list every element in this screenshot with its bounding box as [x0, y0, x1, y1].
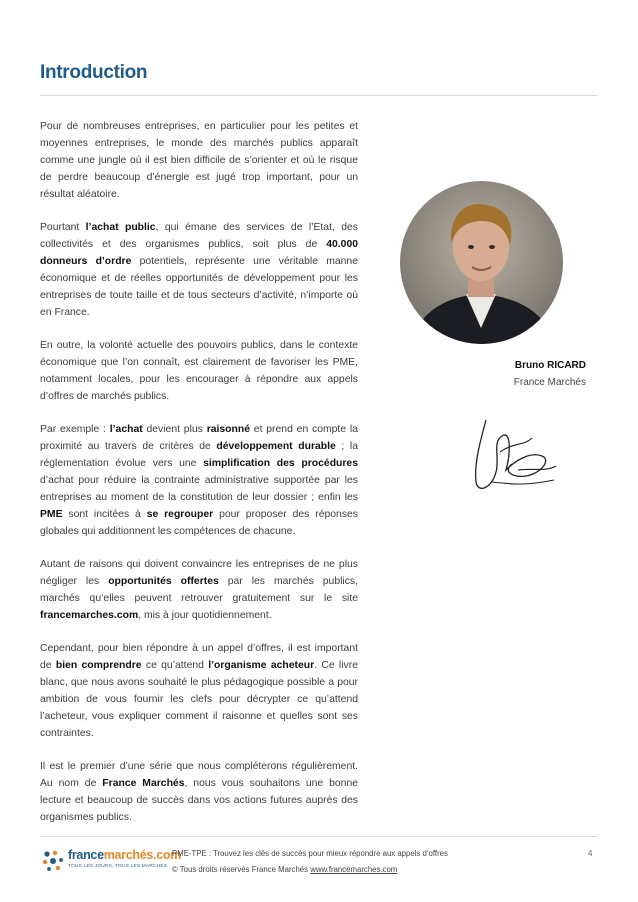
text-run: . Ce livre blanc, que nous avons souhaité le plus pédagogique possible a pour ambition de vous fournir les clefs pour décrypter ce qu’attend l’acheteur, vous expliquer comment il raisonne et quelles sont ses contraintes. — [40, 660, 358, 739]
logo-part-1: france — [68, 848, 104, 862]
text-run: , nous vous souhaitons une bonne lecture et beaucoup de succès dans vos actions futures auprès des organismes publics. — [40, 778, 359, 823]
bold-run: raisonné — [206, 424, 250, 435]
text-run: Pourtant — [40, 222, 86, 233]
author-name: Bruno RICARD — [514, 360, 586, 371]
page-title: Introduction — [40, 62, 148, 83]
text-run: Cependant, pour bien répondre à un appel d’offres, il est important de — [40, 643, 358, 671]
footer-copyright — [172, 865, 397, 874]
text-run: ; la réglementation évolue vers une — [40, 441, 359, 469]
bold-run: l’organisme acheteur — [208, 660, 315, 671]
footer-document-title: PME-TPE : Trouvez les clés de succès pour mieux répondre aux appels d’offres — [172, 849, 448, 858]
text-run: potentiels, représente une véritable manne économique et de réelles opportunités de développement pour les entreprises de toute taille et de tous secteurs d’activité, n’importe où en France. — [40, 256, 358, 318]
text-run: En outre, la volonté actuelle des pouvoirs publics, dans le contexte économique que l’on connaît, est clairement de favoriser les PME, notamment locales, pour les encourager à répondre aux appels d’offres de marchés publics. — [40, 340, 358, 402]
text-run: ce qu’attend — [141, 660, 209, 671]
footer-divider — [40, 836, 597, 837]
text-run: Il est le premier d’une série que nous compléterons régulièrement. Au nom de — [40, 761, 358, 789]
paragraph-2 — [40, 219, 358, 321]
author-portrait — [400, 181, 563, 344]
text-run: par les marchés publics, marchés qu’elles peuvent retrouver gratuitement sur le site — [40, 576, 358, 604]
bold-run: se regrouper — [146, 509, 214, 520]
bold-run: francemarches.com — [40, 610, 139, 621]
text-run: devient plus — [142, 424, 207, 435]
text-run: , mis à jour quotidiennement. — [138, 610, 272, 621]
handwritten-signature — [462, 412, 562, 502]
bold-run: France Marchés — [102, 778, 185, 789]
bold-run: l’achat public — [85, 222, 156, 233]
introduction-body — [40, 118, 358, 842]
page-number: 4 — [588, 849, 593, 858]
logo-part-2: marchés.com — [103, 848, 182, 862]
text-run: d’achat pour réduire la contrainte administrative supportée par les entreprises au moment de la constitution de leur dossier ; enfin les — [40, 475, 358, 503]
paragraph-4 — [40, 421, 358, 540]
text-run: pour proposer des réponses globales qui additionnent les compétences de chacune. — [40, 509, 358, 537]
bold-run: simplification des procédures — [203, 458, 358, 469]
paragraph-7 — [40, 758, 358, 826]
paragraph-6 — [40, 640, 358, 742]
paragraph-1 — [40, 118, 358, 203]
bold-run: 40.000 donneurs d’ordre — [40, 239, 358, 267]
text-run: Autant de raisons qui doivent convaincre les entreprises de ne plus négliger les — [40, 559, 358, 587]
bold-run: développement durable — [216, 441, 336, 452]
logo-wordmark — [68, 848, 181, 862]
bold-run: l’achat — [109, 424, 143, 435]
author-organization: France Marchés — [513, 377, 586, 388]
website-link[interactable]: www.francemarches.com — [310, 865, 398, 874]
paragraph-3 — [40, 337, 358, 405]
text-run: sont incitées à — [62, 509, 147, 520]
bold-run: PME — [40, 509, 63, 520]
header-divider — [40, 95, 597, 96]
paragraph-5 — [40, 556, 358, 624]
text-run: , qui émane des services de l’Etat, des collectivités et des organismes publics, soit plus de — [40, 222, 358, 250]
logo-tagline: TOUS LES JOURS, TOUS LES MARCHÉS — [68, 864, 168, 869]
text-run: Par exemple : — [40, 424, 110, 435]
copyright-text: © Tous droits réservés France Marchés — [172, 865, 311, 874]
bold-run: bien comprendre — [55, 660, 142, 671]
logo-dots-icon — [40, 848, 66, 874]
francemarches-logo — [40, 848, 182, 876]
bold-run: opportunités offertes — [108, 576, 219, 587]
text-run: Pour de nombreuses entreprises, en particulier pour les petites et moyennes entreprises, le monde des marchés publics apparaît comme une jungle où il est bien difficile de s’orienter et où le risque de perdre beaucoup d’énergie est jugé trop important, pour un résultat aléatoire. — [40, 121, 358, 200]
text-run: et prend en compte la proximité au travers de critères de — [40, 424, 358, 452]
